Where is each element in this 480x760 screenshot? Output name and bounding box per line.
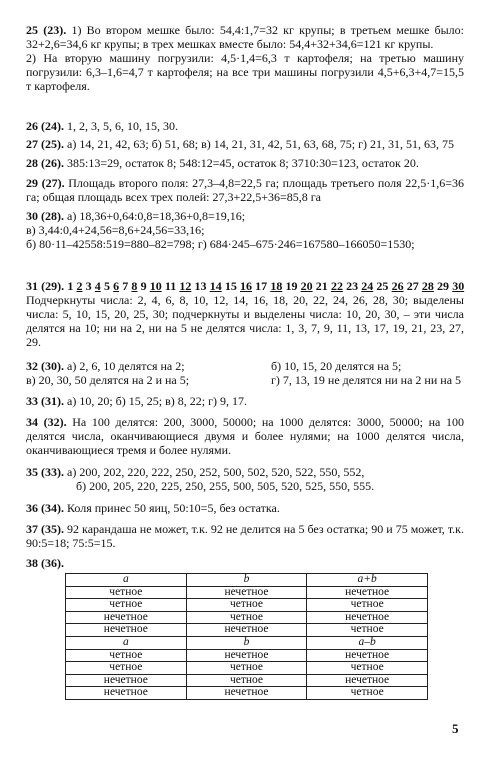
- table-cell: четное: [307, 662, 428, 675]
- exercise-34: [26, 416, 464, 458]
- answer-a: а) 2, 6, 10 делятся на 2;: [67, 359, 185, 373]
- exercise-31: [26, 280, 464, 350]
- sequence-number: 28: [421, 279, 434, 293]
- exercise-30: [26, 210, 464, 252]
- sequence-number: 24: [361, 279, 374, 293]
- page-number: 5: [452, 721, 459, 736]
- table-cell: четное: [307, 624, 428, 637]
- exercise-number: 36 (34).: [26, 501, 64, 515]
- exercise-26: [26, 120, 464, 134]
- exercise-36: [26, 502, 464, 516]
- table-cell: четное: [66, 662, 187, 675]
- sequence-number: 18: [270, 279, 283, 293]
- table-row: [66, 674, 428, 687]
- table-header-cell: b: [186, 636, 307, 649]
- table-cell: четное: [307, 599, 428, 612]
- exercise-text: 92 карандаша не может, т.к. 92 не делится на 5 без остатка; 90 и 75 может, т.к. 90:5=18; 75:5=15.: [26, 522, 464, 550]
- sequence-number: 16: [240, 279, 252, 293]
- exercise-33: [26, 395, 464, 409]
- exercise-text: а) 200, 202, 220, 222, 250, 252, 500, 502, 520, 522, 550, 552,: [67, 465, 365, 479]
- exercise-number: 37 (35).: [26, 522, 65, 536]
- table-cell: нечетное: [307, 649, 428, 662]
- sequence-number: 1: [67, 279, 74, 293]
- answer-row: [26, 360, 464, 374]
- table-row: [66, 687, 428, 700]
- sequence-number: 4: [94, 279, 101, 293]
- table-cell: четное: [66, 649, 187, 662]
- table-cell: четное: [66, 586, 187, 599]
- table-row: [66, 624, 428, 637]
- sequence-number: 5: [103, 279, 110, 293]
- table-header-cell: a: [66, 636, 187, 649]
- exercise-27: [26, 138, 464, 152]
- exercise-text: 1) Во втором мешке было: 54,4:1,7=32 кг крупы; в третьем мешке было: 32+2,6=34,6 кг крупы; в трех мешках вместе было: 54,4+32+34,6=121 кг крупы.: [26, 23, 465, 51]
- exercise-number: 32 (30).: [26, 359, 64, 373]
- exercise-text: в) 3,44:0,4+24,56=8,6+24,56=33,16;: [26, 222, 205, 237]
- exercise-number: 38 (36).: [26, 556, 64, 570]
- exercise-text: а) 14, 21, 42, 63; б) 51, 68; в) 14, 21, 31, 42, 51, 63, 68, 75; г) 21, 31, 51, 63, 75: [67, 137, 455, 151]
- exercise-number: 34 (32).: [26, 415, 67, 429]
- sequence-number: 9: [140, 279, 147, 293]
- table-header-cell: a: [66, 574, 187, 587]
- answer-row: [26, 374, 464, 388]
- exercise-text: Коля принес 50 яиц, 50:10=5, без остатка.: [67, 501, 280, 515]
- sequence-number: 15: [224, 279, 237, 293]
- sequence-number: 12: [179, 279, 192, 293]
- exercise-32: [26, 360, 464, 388]
- sequence-number: 30: [452, 279, 465, 293]
- table-header-cell: b: [186, 574, 307, 587]
- exercise-number: 28 (26).: [26, 156, 64, 170]
- sequence-number: 27: [406, 279, 419, 293]
- exercise-number: 31 (29).: [26, 279, 65, 293]
- table-cell: четное: [66, 599, 187, 612]
- sequence-number: 23: [346, 279, 359, 293]
- table-row: [66, 586, 428, 599]
- table-header-cell: a–b: [307, 636, 428, 649]
- sequence-number: 3: [85, 279, 92, 293]
- exercise-text: Подчеркнуты числа: 2, 4, 6, 8, 10, 12, 14, 16, 18, 20, 22, 24, 26, 28, 30; выделены числа: 5, 10, 15, 20, 25, 30; подчеркнуты и выделены числа: 10, 20, 30, – эти числа делятся на 10; ни на 2, ни на 5 не делятся числа: 1, 3, 7, 9, 11, 13, 17, 19, 21, 23, 27, 29.: [26, 292, 464, 349]
- exercise-number: 29 (27).: [26, 176, 65, 190]
- table-header-row: [66, 636, 428, 649]
- exercise-35: [26, 466, 464, 494]
- table-row: [66, 662, 428, 675]
- table-cell: нечетное: [307, 611, 428, 624]
- sequence-number: 8: [131, 279, 138, 293]
- sequence-number: 22: [330, 279, 343, 293]
- table-cell: нечетное: [307, 586, 428, 599]
- exercise-text: б) 80·11–42558:519=880–82=798;: [26, 236, 195, 251]
- exercise-25: [26, 24, 464, 94]
- sequence-number: 2: [76, 279, 83, 293]
- sequence-number: 13: [194, 279, 207, 293]
- sequence-number: 14: [209, 279, 222, 293]
- sequence-number: 25: [376, 279, 389, 293]
- exercise-29: [26, 177, 464, 205]
- exercise-text: Площадь второго поля: 27,3–4,8=22,5 га; площадь третьего поля 22,5·1,6=36 га; общая площадь всех трех полей: 27,3+22,5+36=85,8 га: [26, 176, 465, 204]
- parity-table: [65, 573, 428, 700]
- exercise-text: б) 200, 205, 220, 225, 250, 255, 500, 505, 520, 525, 550, 555.: [76, 478, 375, 493]
- answer-v: в) 20, 30, 50 делятся на 2 и на 5;: [26, 372, 190, 387]
- table-cell: четное: [307, 687, 428, 700]
- sequence-number: 17: [255, 279, 268, 293]
- table-cell: четное: [186, 662, 307, 675]
- table-row: [66, 599, 428, 612]
- sequence-number: 10: [149, 279, 162, 293]
- sequence-number: 19: [285, 279, 298, 293]
- exercise-38: [26, 557, 464, 571]
- sequence-number: 26: [391, 279, 404, 293]
- table-cell: нечетное: [186, 586, 307, 599]
- table-cell: нечетное: [186, 649, 307, 662]
- sequence-number: 29: [437, 279, 450, 293]
- exercise-text: На 100 делятся: 200, 3000, 50000; на 1000 делятся: 3000, 50000; на 100 делятся числа, оканчивающиеся двумя и более нулями; на 1000 делятся числа, оканчивающиеся тремя и более нулями.: [26, 415, 464, 457]
- exercise-number: 26 (24).: [26, 119, 64, 133]
- table-cell: нечетное: [66, 674, 187, 687]
- table-row: [66, 611, 428, 624]
- exercise-text: а) 10, 20; б) 15, 25; в) 8, 22; г) 9, 17.: [67, 394, 248, 408]
- sequence-number: 20: [300, 279, 313, 293]
- table-row: [66, 649, 428, 662]
- table-cell: нечетное: [307, 674, 428, 687]
- table-cell: нечетное: [186, 624, 307, 637]
- exercise-text: г) 684·245–675·246=167580–166050=1530;: [197, 236, 415, 251]
- table-cell: четное: [186, 611, 307, 624]
- table-header-cell: a+b: [307, 574, 428, 587]
- sequence-number: 11: [164, 279, 177, 293]
- table-cell: нечетное: [186, 687, 307, 700]
- exercise-text: 2) На вторую машину погрузили: 4,5·1,4=6,3 т картофеля; на третью машину погрузили: 6,3–1,6=4,7 т картофеля; на все три машины погрузили 4,5+6,3+4,7=15,5 т картофеля.: [26, 50, 464, 93]
- answer-g: г) 7, 13, 19 не делятся ни на 2 ни на 5: [271, 372, 462, 387]
- table-cell: нечетное: [66, 624, 187, 637]
- exercise-number: 25 (23).: [26, 23, 67, 37]
- exercise-28: [26, 157, 464, 171]
- exercise-number: 35 (33).: [26, 465, 64, 479]
- exercise-number: 33 (31).: [26, 394, 64, 408]
- number-sequence: [67, 279, 464, 293]
- exercise-number: 30 (28).: [26, 209, 64, 223]
- exercise-37: [26, 523, 464, 551]
- table-header-row: [66, 574, 428, 587]
- sequence-number: 6: [113, 279, 120, 293]
- table-cell: четное: [186, 599, 307, 612]
- exercise-text: 385:13=29, остаток 8; 548:12=45, остаток 8; 3710:30=123, остаток 20.: [67, 156, 419, 170]
- exercise-text: 1, 2, 3, 5, 6, 10, 15, 30.: [67, 119, 178, 133]
- sequence-number: 7: [122, 279, 129, 293]
- table-cell: нечетное: [66, 687, 187, 700]
- exercise-number: 27 (25).: [26, 137, 64, 151]
- exercise-text: а) 18,36+0,64:0,8=18,36+0,8=19,16;: [67, 209, 246, 223]
- sequence-number: 21: [315, 279, 328, 293]
- table-cell: четное: [186, 674, 307, 687]
- answer-b: б) 10, 15, 20 делятся на 5;: [271, 359, 402, 373]
- table-cell: нечетное: [66, 611, 187, 624]
